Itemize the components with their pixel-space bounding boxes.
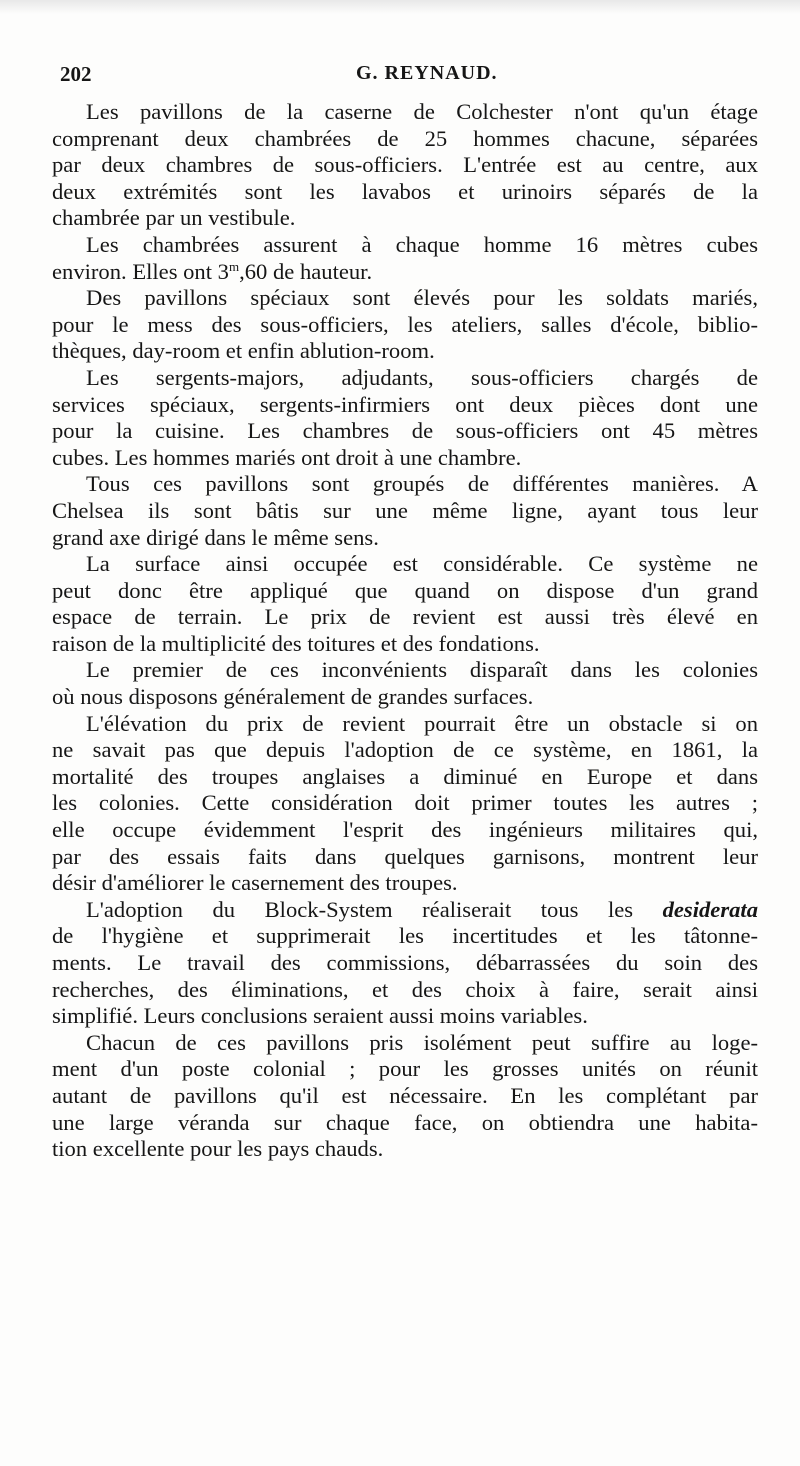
text-line: raison de la multiplicité des toitures et des fondations.: [52, 630, 540, 656]
paragraph: [52, 232, 758, 285]
text-line: thèques, day-room et enfin ablution-room.: [52, 338, 435, 364]
text-line: recherches, des éliminations, et des choix à faire, serait ainsi: [52, 976, 758, 1002]
text-line: grand axe dirigé dans le même sens.: [52, 524, 379, 550]
text-fragment: ,60 de hauteur.: [239, 258, 373, 284]
paragraph: [52, 1030, 758, 1163]
page-header: [60, 62, 760, 90]
paragraph: [52, 711, 758, 897]
paragraph: [52, 471, 758, 551]
text-line: cubes. Les hommes mariés ont droit à une chambre.: [52, 444, 522, 470]
text-line: de l'hygiène et supprimerait les incertitudes et les tâtonne-: [52, 923, 758, 949]
text-line: par des essais faits dans quelques garnisons, montrent leur: [52, 843, 758, 869]
text-line: ment d'un poste colonial ; pour les grosses unités on réunit: [52, 1056, 758, 1082]
body-text: [52, 99, 758, 1163]
paragraph: [52, 551, 758, 657]
text-line: mortalité des troupes anglaises a diminué en Europe et dans: [52, 763, 758, 789]
text-line: Le premier de ces inconvénients disparaît dans les colonies: [86, 657, 758, 683]
text-line: elle occupe évidemment l'esprit des ingénieurs militaires qui,: [52, 817, 758, 843]
text-fragment: L'adoption du Block-System réaliserait tous les: [86, 896, 634, 922]
text-line: les colonies. Cette considération doit primer toutes les autres ;: [52, 790, 758, 816]
text-line: [52, 897, 758, 924]
paragraph: [52, 365, 758, 471]
paragraph: [52, 897, 758, 1030]
text-line: services spéciaux, sergents-infirmiers ont deux pièces dont une: [52, 391, 758, 417]
text-line: L'élévation du prix de revient pourrait être un obstacle si on: [86, 710, 758, 736]
text-line: Chelsea ils sont bâtis sur une même ligne, ayant tous leur: [52, 497, 758, 523]
text-line: ne savait pas que depuis l'adoption de ce système, en 1861, la: [52, 737, 758, 763]
italic-term: desiderata: [662, 896, 758, 922]
text-line: simplifié. Leurs conclusions seraient aussi moins variables.: [52, 1003, 588, 1029]
text-line: La surface ainsi occupée est considérable. Ce système ne: [86, 551, 758, 577]
paragraph: [52, 657, 758, 710]
page-number: 202: [60, 62, 92, 86]
text-line: pour le mess des sous-officiers, les ateliers, salles d'école, biblio-: [52, 311, 758, 337]
text-line: Des pavillons spéciaux sont élevés pour les soldats mariés,: [86, 285, 758, 311]
running-head: G. REYNAUD.: [356, 62, 498, 84]
text-line: ments. Le travail des commissions, débarrassées du soin des: [52, 950, 758, 975]
text-line: tion excellente pour les pays chauds.: [52, 1136, 384, 1162]
superscript: m: [228, 258, 240, 274]
text-line: chambrée par un vestibule.: [52, 205, 296, 231]
text-line: désir d'améliorer le casernement des troupes.: [52, 870, 458, 896]
text-line: autant de pavillons qu'il est nécessaire. En les complétant par: [52, 1082, 758, 1108]
text-line: où nous disposons généralement de grandes surfaces.: [52, 684, 534, 710]
text-line: peut donc être appliqué que quand on dispose d'un grand: [52, 577, 758, 603]
text-line: Chacun de ces pavillons pris isolément peut suffire au loge-: [86, 1029, 758, 1055]
text-line: Tous ces pavillons sont groupés de différentes manières. A: [86, 471, 758, 497]
text-line: deux extrémités sont les lavabos et urinoirs séparés de la: [52, 178, 758, 204]
text-line: une large véranda sur chaque face, on obtiendra une habita-: [52, 1109, 758, 1135]
text-line: Les sergents-majors, adjudants, sous-officiers chargés de: [86, 364, 758, 390]
text-line: comprenant deux chambrées de 25 hommes chacune, séparées: [52, 125, 758, 151]
page-top-edge: [0, 0, 800, 14]
text-line: par deux chambres de sous-officiers. L'entrée est au centre, aux: [52, 152, 758, 178]
text-line: Les chambrées assurent à chaque homme 16 mètres cubes: [86, 231, 758, 257]
text-line: pour la cuisine. Les chambres de sous-officiers ont 45 mètres: [52, 418, 758, 444]
paragraph: [52, 285, 758, 365]
text-line: Les pavillons de la caserne de Colchester n'ont qu'un étage: [86, 99, 758, 124]
paragraph: [52, 99, 758, 232]
text-fragment: environ. Elles ont 3: [52, 258, 229, 284]
text-line: [52, 259, 758, 286]
text-line: espace de terrain. Le prix de revient est aussi très élevé en: [52, 604, 758, 630]
